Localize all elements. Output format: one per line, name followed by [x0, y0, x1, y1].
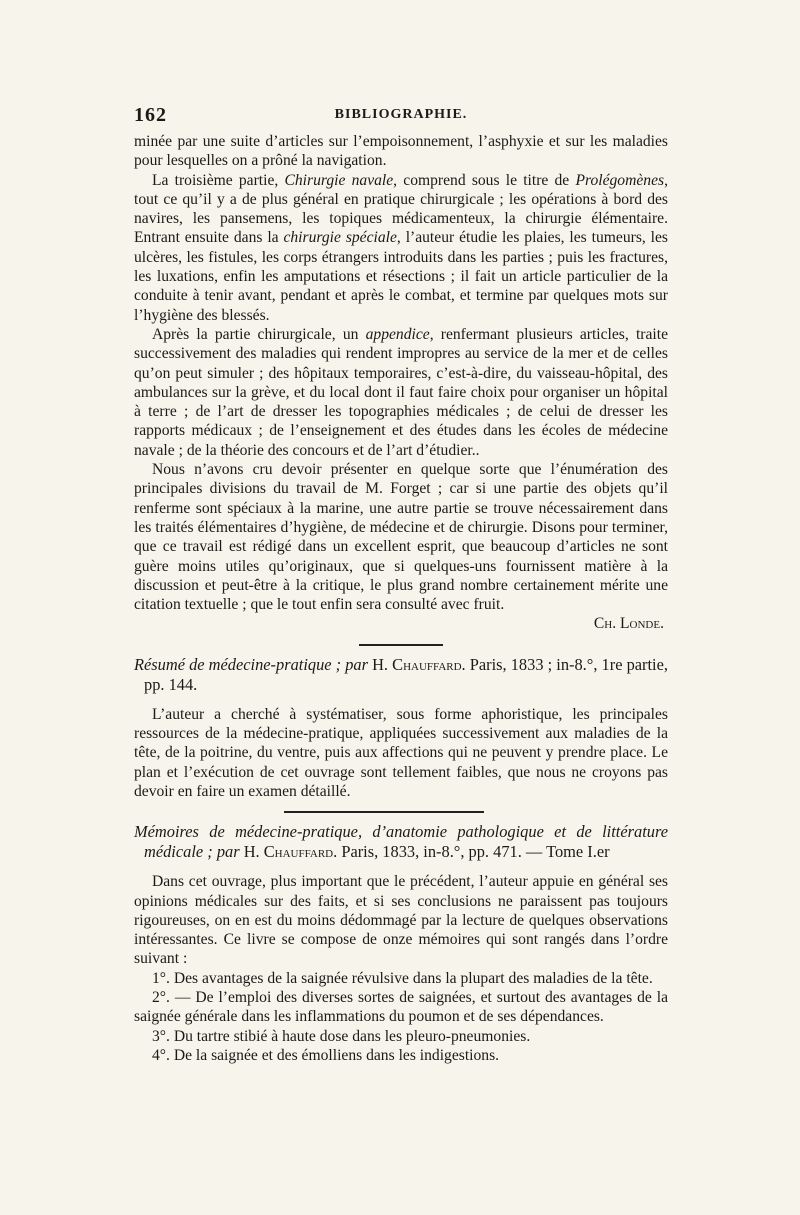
section-divider — [284, 811, 484, 813]
entry-title: Mémoires de médecine-pratique, d’anatomie pathologique et de littérature médicale ; par H. Chauffard. Paris, 1833, in-8.°, pp. 471. — Tome I.er — [134, 822, 668, 862]
paragraph-continuation: minée par une suite d’articles sur l’empoisonnement, l’asphyxie et sur les maladies pour lesquelles on a prôné la navigation. — [134, 133, 668, 170]
list-item: 1°. Des avantages de la saignée révulsive dans la plupart des maladies de la tête. — [152, 969, 653, 987]
review-resume — [134, 655, 668, 801]
list-item: 3°. Du tartre stibié à haute dose dans les pleuro-pneumonies. — [152, 1027, 531, 1045]
entry-title: Résumé de médecine-pratique ; par H. Chauffard. Paris, 1833 ; in-8.°, 1re partie, pp. 144. — [134, 654, 668, 694]
page-number: 162 — [134, 104, 167, 126]
paragraph-appendice: Après la partie chirurgicale, un appendice, renfermant plusieurs articles, traite successivement des maladies qui rendent impropres au service de la mer et de celles qu’on peut simuler ; des hôpitaux temporaires, c’est-à-dire, du vaisseau-hôpital, des ambulances sur la grève, et du local dont il faut faire choix pour organiser un hôpital à terre ; de l’art de dresser les topographies médicales ; de celui de dresser les rapports médicaux ; de l’enseignement et des études dans les écoles de médecine navale ; de la théorie des concours et de l’art d’étudier.. — [134, 325, 668, 459]
book-page — [134, 104, 668, 1065]
entry-body: L’auteur a cherché à systématiser, sous forme aphoristique, les principales ressources de la médecine-pratique, appliquées successivement aux maladies de la tête, de la poitrine, du ventre, puis aux affections qui ne peuvent y prendre place. Le plan et l’exécution de cet ouvrage sont tellement faibles, que nous ne croyons pas devoir en faire un examen détaillé. — [134, 705, 668, 800]
page-header — [134, 104, 668, 130]
list-item: 2°. — De l’emploi des diverses sortes de saignées, et surtout des avantages de la saignée générale dans les inflammations du poumon et de ses dépendances. — [134, 988, 668, 1026]
list-item: 4°. De la saignée et des émolliens dans les indigestions. — [152, 1046, 500, 1064]
entry-body: Dans cet ouvrage, plus important que le précédent, l’auteur appuie en général ses opinions médicales sur des faits, et si ses conclusions ne paraissent pas toujours rigoureuses, on en est du moins dédommagé par la lecture de quelques observations intéressantes. Ce livre se compose de onze mémoires qui sont rangés dans l’ordre suivant : — [134, 873, 668, 968]
section-divider — [359, 644, 443, 646]
running-title: BIBLIOGRAPHIE. — [334, 107, 468, 122]
review-signature: Ch. Londe. — [593, 615, 664, 633]
paragraph-chirurgie-navale: La troisième partie, Chirurgie navale, comprend sous le titre de Prolégomènes, tout ce qu’il y a de plus général en pratique chirurgicale ; les opérations à bord des navires, les pansemens, les topiques médicamenteux, la chirurgie élémentaire. Entrant ensuite dans la chirurgie spéciale, l’auteur étudie les plaies, les tumeurs, les ulcères, les fistules, les corps étrangers introduits dans les parties ; puis les fractures, les luxations, enfin les amputations et résections ; il fait un article particulier de la conduite à tenir avant, pendant et après le combat, et termine par quelques mots sur l’hygiène des blessés. — [134, 171, 668, 324]
paragraph-conclusion: Nous n’avons cru devoir présenter en quelque sorte que l’énumération des principales divisions du travail de M. Forget ; car si une partie des objets qu’il renferme sont spéciaux à la marine, une autre partie se trouve nécessairement dans les traités élémentaires d’hygiène, de médecine et de chirurgie. Disons pour terminer, que ce travail est rédigé dans un excellent esprit, que beaucoup d’articles ne sont guère moins utiles qu’originaux, que si quelques-uns fournissent matière à la discussion et peut-être à la critique, le plus grand nombre certainement mérite une citation textuelle ; que le tout enfin sera consulté avec fruit. — [134, 461, 668, 614]
review-forget — [134, 132, 668, 634]
review-memoires — [134, 822, 668, 1065]
